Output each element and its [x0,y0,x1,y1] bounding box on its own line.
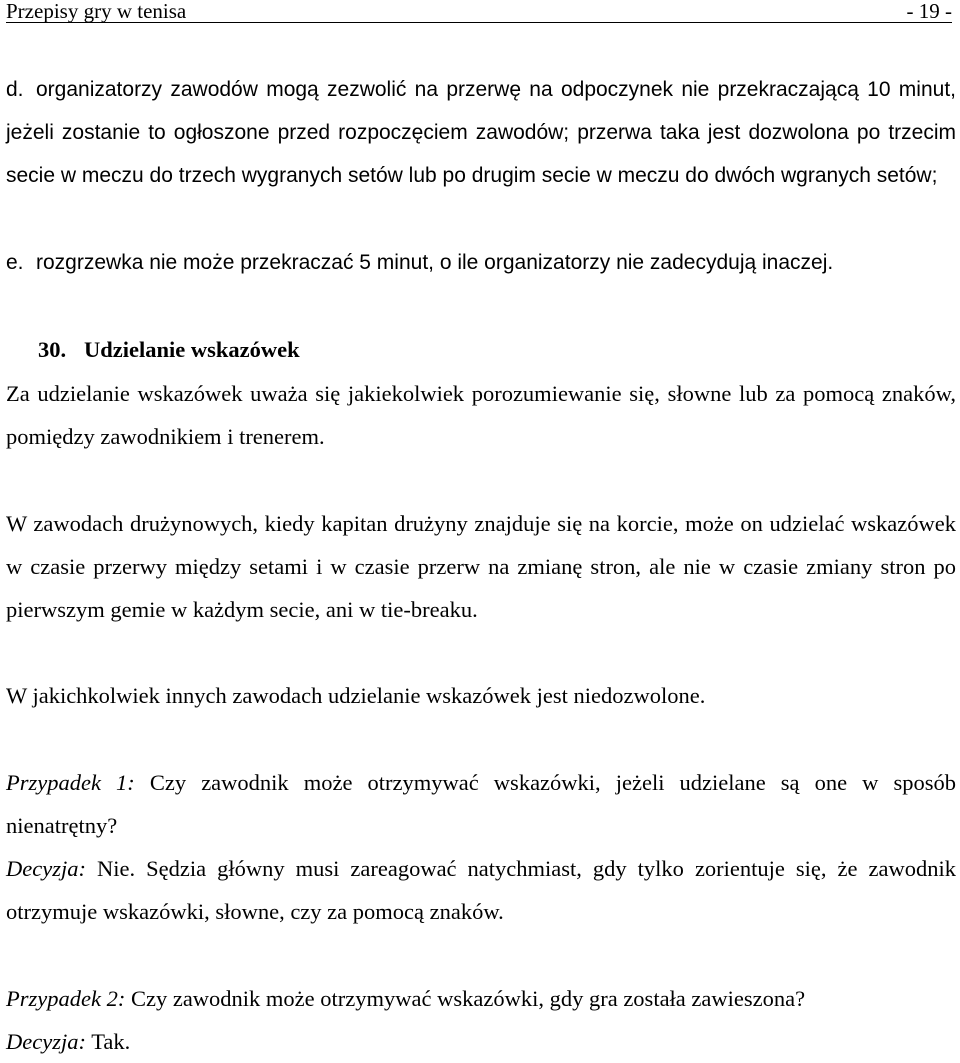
page-header [6,0,952,23]
list-marker: d. [6,78,24,101]
list-item-e [6,241,956,284]
paragraph-other-events: W jakichkolwiek innych zawodach udzielanie wskazówek jest niedozwolone. [6,683,706,708]
list-item-text: organizatorzy zawodów mogą zezwolić na przerwę na odpoczynek nie przekraczającą 10 minut, jeżeli zostanie to ogłoszone przed rozpoczęciem zawodów; przerwa taka jest dozwolona po trzecim secie w meczu do trzech wygranych setów lub po drugim secie w meczu do dwóch wgranych setów; [6,78,956,187]
decision-label: Decyzja: [6,856,86,881]
list-item-text: rozgrzewka nie może przekraczać 5 minut, o ile organizatorzy nie zadecydują inaczej. [36,251,834,274]
decision-label: Decyzja: [6,1029,86,1054]
section-heading [6,328,956,371]
page-number: - 19 - [906,0,952,23]
case-label: Przypadek 2: [6,986,126,1011]
case-1 [6,761,956,847]
section-number: 30. [38,337,67,362]
section-title: Udzielanie wskazówek [84,337,300,362]
case-1-decision [6,847,956,933]
list-item-d [6,68,956,197]
case-2 [6,977,956,1020]
decision-text: Nie. Sędzia główny musi zareagować natychmiast, gdy tylko zorientuje się, że zawodnik otrzymuje wskazówki, słowne, czy za pomocą znaków. [6,856,957,924]
case-question: Czy zawodnik może otrzymywać wskazówki, jeżeli udzielane są one w sposób nienatrętny? [6,770,957,838]
paragraph-definition: Za udzielanie wskazówek uważa się jakiekolwiek porozumiewanie się, słowne lub za pomocą znaków, pomiędzy zawodnikiem i trenerem. [6,381,956,449]
list-marker: e. [6,251,24,274]
case-question: Czy zawodnik może otrzymywać wskazówki, gdy gra została zawieszona? [130,986,806,1011]
case-2-decision [6,1020,956,1063]
decision-text: Tak. [91,1029,131,1054]
case-label: Przypadek 1: [6,770,135,795]
paragraph-team-events: W zawodach drużynowych, kiedy kapitan drużyny znajduje się na korcie, może on udzielać wskazówek w czasie przerwy między setami i w czasie przerw na zmianę stron, ale nie w czasie zmiany stron po pierwszym gemie w każdym secie, ani w tie-breaku. [6,511,956,622]
document-title: Przepisy gry w tenisa [6,0,187,23]
